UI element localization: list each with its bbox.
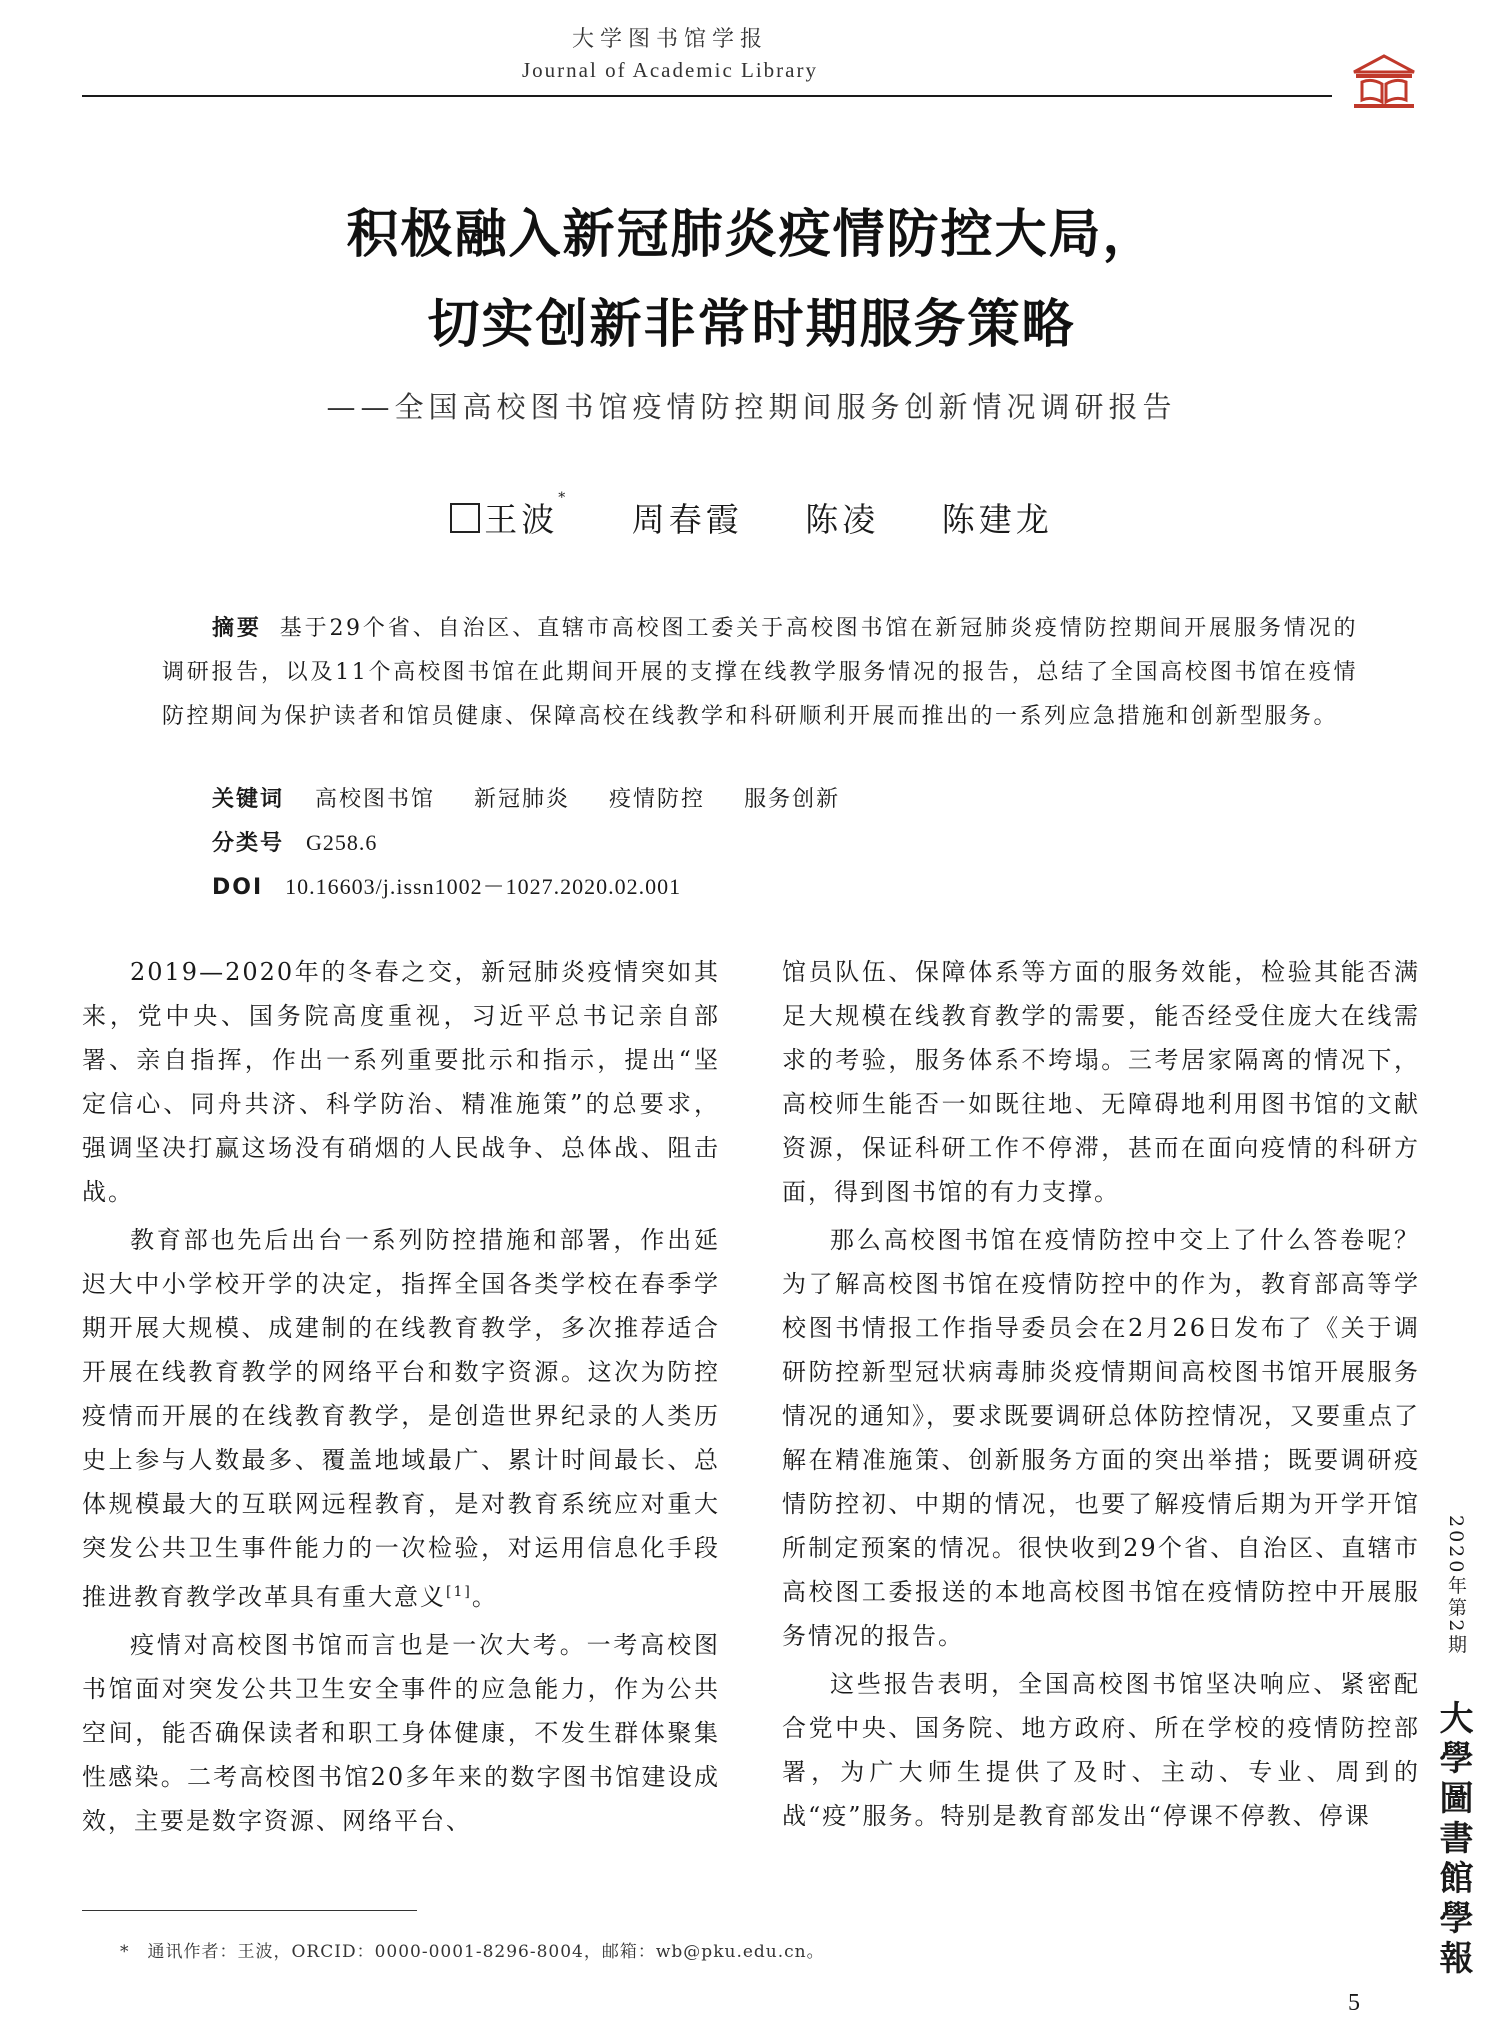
abstract xyxy=(162,607,1358,739)
abstract-text: 基于29个省、自治区、直辖市高校图工委关于高校图书馆在新冠肺炎疫情防控期间开展服务情况的调研报告，以及11个高校图书馆在此期间开展的支撑在线教学服务情况的报告，总结了全国高校图书馆在疫情防控期间为保护读者和馆员健康、保障高校在线教学和科研顺利开展而推出的一系列应急措施和创新型服务。 xyxy=(162,616,1358,729)
paragraph xyxy=(82,1218,720,1619)
footnote-rule xyxy=(82,1910,417,1911)
keyword: 疫情防控 xyxy=(609,787,706,812)
classification-value: G258.6 xyxy=(306,830,378,855)
issue-label: 2020年第2期 xyxy=(1445,1515,1467,1657)
page-number: 5 xyxy=(1348,1990,1360,2016)
paragraph-text: 教育部也先后出台一系列防控措施和部署，作出延迟大中小学校开学的决定，指挥全国各类学校在春季学期开展大规模、成建制的在线教育教学，多次推荐适合开展在线教育教学的网络平台和数字资源。这次为防控疫情而开展的在线教育教学，是创造世界纪录的人类历史上参与人数最多、覆盖地域最广、累计时间最长、总体规模最大的互联网远程教育，是对教育系统应对重大突发公共卫生事件能力的一次检验，对运用信息化手段推进教育教学改革具有重大意义 xyxy=(82,1226,720,1611)
author-2: 周春霞 xyxy=(631,500,743,539)
paragraph-end: 。 xyxy=(471,1583,498,1611)
corresponding-mark: * xyxy=(558,490,570,506)
keyword: 服务创新 xyxy=(744,787,841,812)
keyword: 高校图书馆 xyxy=(315,787,436,812)
journal-name-vertical: 大學圖書館學報 xyxy=(1433,1700,1473,1980)
abstract-label: 摘要 xyxy=(212,616,262,641)
author-first: 王波 xyxy=(484,500,559,539)
article-title-line1: 积极融入新冠肺炎疫情防控大局， xyxy=(346,205,1157,265)
paragraph: 疫情对高校图书馆而言也是一次大考。一考高校图书馆面对突发公共卫生安全事件的应急能力，作为公共空间，能否确保读者和职工身体健康，不发生群体聚集性感染。二考高校图书馆20多年来的数字图书馆建设成效，主要是数字资源、网络平台、 xyxy=(82,1631,720,1835)
classification-label: 分类号 xyxy=(212,831,285,856)
doi xyxy=(212,870,681,901)
author-3: 陈凌 xyxy=(805,500,880,539)
doi-value: 10.16603/j.issn1002－1027.2020.02.001 xyxy=(285,874,682,899)
doi-label: DOI xyxy=(212,875,264,900)
paragraph: 那么高校图书馆在疫情防控中交上了什么答卷呢？为了解高校图书馆在疫情防控中的作为，教育部高等学校图书情报工作指导委员会在2月26日发布了《关于调研防控新型冠状病毒肺炎疫情期间高校图书馆开展服务情况的通知》，要求既要调研总体防控情况，又要重点了解在精准施策、创新服务方面的突出举措；既要调研疫情防控初、中期的情况，也要了解疫情后期为开学开馆所制定预案的情况。很快收到29个省、自治区、直辖市高校图工委报送的本地高校图书馆在疫情防控中开展服务情况的报告。 xyxy=(782,1226,1420,1650)
journal-name-cn: 大学图书馆学报 xyxy=(571,27,768,52)
author-marker-icon xyxy=(450,503,480,533)
reference-mark: [1] xyxy=(446,1584,472,1600)
keyword: 新冠肺炎 xyxy=(474,787,571,812)
paragraph: 2019—2020年的冬春之交，新冠肺炎疫情突如其来，党中央、国务院高度重视，习近平总书记亲自部署、亲自指挥，作出一系列重要批示和指示，提出“坚定信心、同舟共济、科学防治、精准施策”的总要求，强调坚决打赢这场没有硝烟的人民战争、总体战、阻击战。 xyxy=(82,958,720,1206)
author-line xyxy=(0,490,1503,541)
journal-logo-icon xyxy=(1348,52,1420,110)
classification xyxy=(212,826,377,857)
paragraph: 馆员队伍、保障体系等方面的服务效能，检验其能否满足大规模在线教育教学的需要，能否经受住庞大在线需求的考验，服务体系不垮塌。三考居家隔离的情况下，高校师生能否一如既往地、无障碍地利用图书馆的文献资源，保证科研工作不停滞，甚而在面向疫情的科研方面，得到图书馆的有力支撑。 xyxy=(782,958,1420,1206)
body-column-left xyxy=(82,950,720,1847)
keywords xyxy=(212,782,870,813)
author-4: 陈建龙 xyxy=(941,500,1053,539)
paragraph: 这些报告表明，全国高校图书馆坚决响应、紧密配合党中央、国务院、地方政府、所在学校的疫情防控部署，为广大师生提供了及时、主动、专业、周到的战“疫”服务。特别是教育部发出“停课不停教、停课 xyxy=(782,1670,1420,1830)
article-title-line2: 切实创新非常时期服务策略 xyxy=(427,295,1076,355)
footnote: * 通讯作者：王波，ORCID：0000-0001-8296-8004，邮箱：wb@pku.edu.cn。 xyxy=(120,1942,825,1962)
body-column-right xyxy=(782,950,1420,1842)
header-rule xyxy=(82,95,1332,97)
article-subtitle: ——全国高校图书馆疫情防控期间服务创新情况调研报告 xyxy=(326,390,1177,424)
journal-name-en: Journal of Academic Library xyxy=(522,58,818,82)
keywords-label: 关键词 xyxy=(212,787,285,812)
